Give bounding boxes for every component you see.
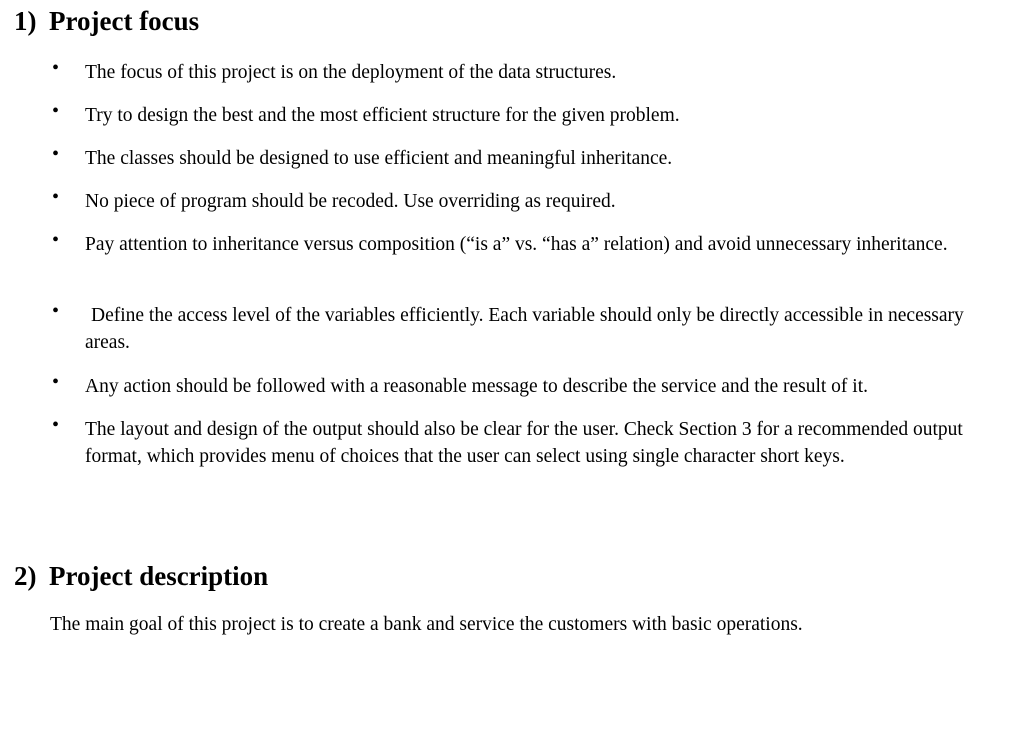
section-title: Project description — [49, 561, 269, 591]
bullet-text: Pay attention to inheritance versus composition (“is a” vs. “has a” relation) and avoid unnecessary inheritance. — [85, 234, 948, 255]
bullet-text: The layout and design of the output should also be clear for the user. Check Section 3 for a recommended output format, which provides menu of choices that the user can select using single character short keys. — [85, 419, 963, 467]
bullet-icon: • — [52, 414, 60, 436]
bullet-icon: • — [52, 186, 60, 208]
bullet-text: No piece of program should be recoded. Use overriding as required. — [85, 191, 616, 212]
bullet-text: Try to design the best and the most efficient structure for the given problem. — [85, 105, 680, 126]
bullet-text: The classes should be designed to use efficient and meaningful inheritance. — [85, 148, 673, 169]
bullet-icon: • — [52, 57, 60, 79]
bullet-icon: • — [52, 300, 60, 322]
bullet-text: Define the access level of the variables efficiently. Each variable should only be directly accessible in necessary areas. — [85, 305, 964, 353]
section-heading-project-description — [14, 560, 268, 592]
bullet-icon: • — [52, 100, 60, 122]
section-number: 1) — [14, 6, 37, 36]
bullet-icon: • — [52, 371, 60, 393]
section-number: 2) — [14, 561, 37, 591]
bullet-icon: • — [52, 229, 60, 251]
section-heading-project-focus — [14, 5, 199, 37]
bullet-text: The focus of this project is on the deployment of the data structures. — [85, 62, 617, 83]
section-title: Project focus — [49, 6, 200, 36]
bullet-text: Any action should be followed with a reasonable message to describe the service and the result of it. — [85, 376, 869, 397]
project-description-paragraph: The main goal of this project is to create a bank and service the customers with basic operations. — [50, 614, 803, 635]
bullet-icon: • — [52, 143, 60, 165]
